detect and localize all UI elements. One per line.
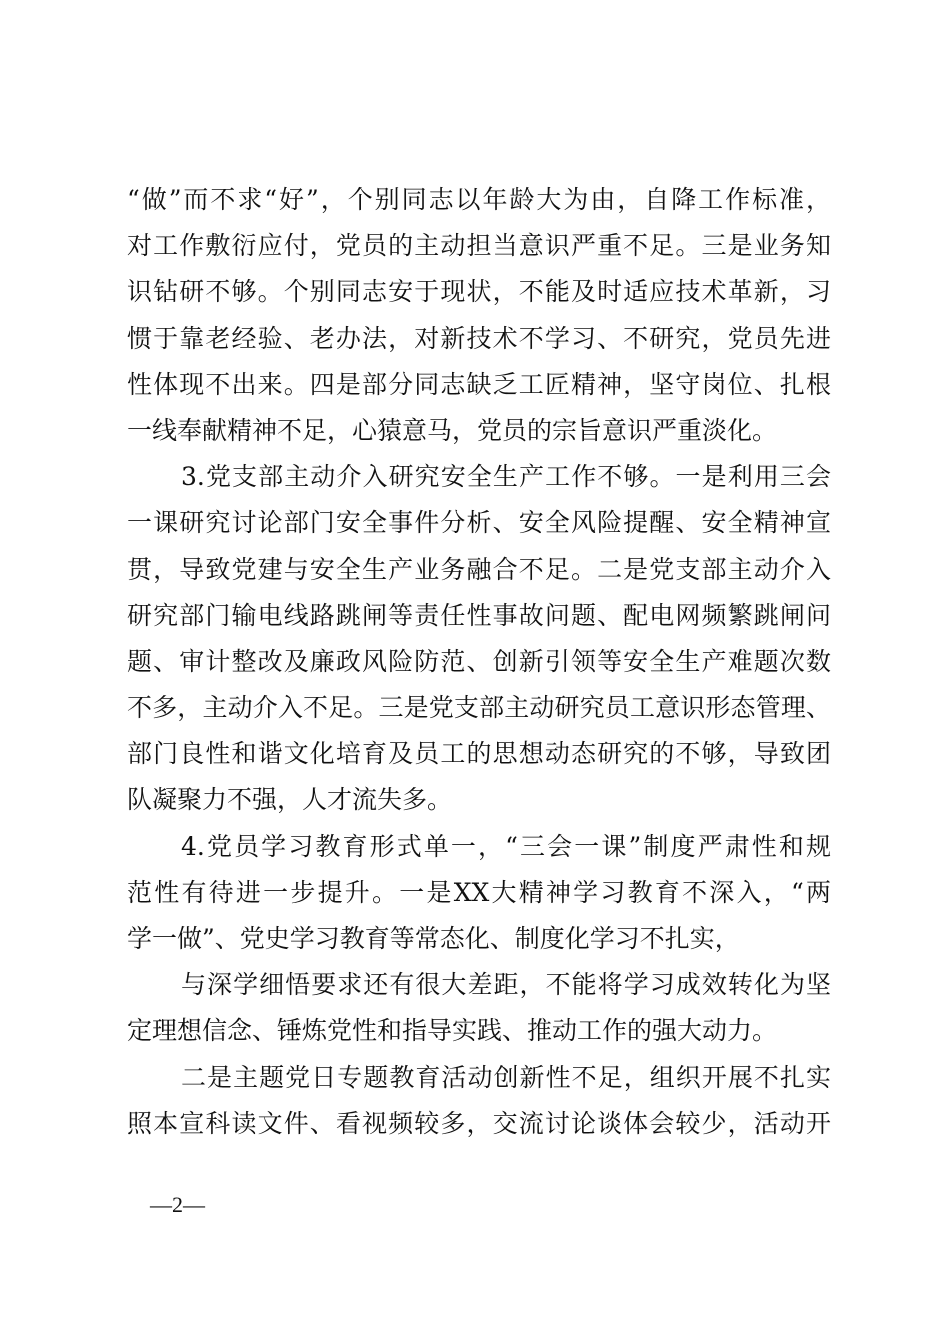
text-line: 一线奉献精神不足，心猿意马，党员的宗旨意识严重淡化。: [127, 415, 778, 445]
text-line: 性体现不出来。四是部分同志缺乏工匠精神，坚守岗位、扎根: [127, 369, 831, 399]
text-line: 一课研究讨论部门安全事件分析、安全风险提醒、安全精神宣: [127, 508, 831, 538]
paragraph: [127, 177, 831, 454]
paragraph: [127, 824, 831, 963]
text-line: 贯，导致党建与安全生产业务融合不足。二是党支部主动介入: [127, 554, 831, 584]
text-line: 与深学细悟要求还有很大差距，不能将学习成效转化为坚: [181, 970, 831, 1000]
text-line: 学一做”、党史学习教育等常态化、制度化学习不扎实，: [127, 924, 740, 953]
text-line: 定理想信念、锤炼党性和指导实践、推动工作的强大动力。: [127, 1016, 778, 1046]
text-line: 题、审计整改及廉政风险防范、创新引领等安全生产难题次数: [127, 646, 831, 676]
page-number: —2—: [150, 1192, 205, 1217]
text-line: “做”而不求“好”，个别同志以年龄大为由，自降工作标准，: [127, 185, 831, 214]
text-line: 二是主题党日专题教育活动创新性不足，组织开展不扎实: [181, 1062, 831, 1092]
text-line: 识钻研不够。个别同志安于现状，不能及时适应技术革新，习: [127, 277, 831, 307]
text-line: 部门良性和谐文化培育及员工的思想动态研究的不够，导致团: [127, 739, 831, 769]
text-line: 对工作敷衍应付，党员的主动担当意识严重不足。三是业务知: [127, 231, 831, 261]
paragraph: [127, 1055, 831, 1147]
paragraph: [127, 454, 831, 824]
text-line: 照本宣科读文件、看视频较多，交流讨论谈体会较少，活动开: [127, 1108, 831, 1138]
paragraph: [127, 962, 831, 1054]
text-line: 范性有待进一步提升。一是XX大精神学习教育不深入，“两: [127, 877, 831, 907]
text-line: 惯于靠老经验、老办法，对新技术不学习、不研究，党员先进: [127, 323, 831, 353]
document-body: [127, 177, 831, 1147]
text-line: 3.党支部主动介入研究安全生产工作不够。一是利用三会: [181, 462, 831, 492]
text-line: 4.党员学习教育形式单一，“三会一课”制度严肃性和规: [181, 831, 831, 861]
text-line: 不多，主动介入不足。三是党支部主动研究员工意识形态管理、: [127, 693, 831, 723]
text-line: 队凝聚力不强，人才流失多。: [127, 785, 453, 815]
text-line: 研究部门输电线路跳闸等责任性事故问题、配电网频繁跳闸问: [127, 600, 831, 630]
